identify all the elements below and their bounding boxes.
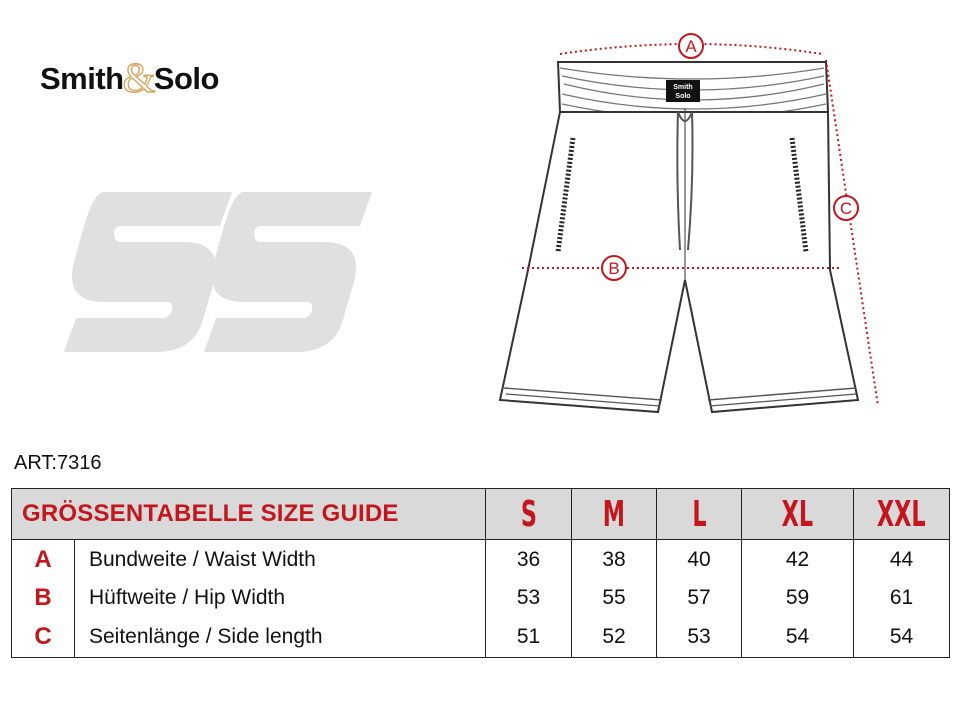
article-number: ART:7316 <box>14 452 102 474</box>
row-letter: C <box>12 618 75 658</box>
value-cell: 55 <box>572 579 657 618</box>
table-row <box>12 579 950 618</box>
row-label: Hüftweite / Hip Width <box>75 579 486 618</box>
brand-name-left: Smith <box>40 61 124 96</box>
marker-a: A <box>685 37 697 56</box>
brand-ampersand: & <box>122 56 155 102</box>
value-cell: 38 <box>572 540 657 580</box>
tag-text-line1: Smith <box>673 84 693 91</box>
value-cell: 44 <box>854 540 950 580</box>
row-letter: B <box>12 579 75 618</box>
size-label: L <box>691 493 707 535</box>
table-row <box>12 618 950 658</box>
size-label: S <box>520 493 537 535</box>
size-header-row <box>12 489 950 540</box>
value-cell: 51 <box>486 618 572 658</box>
value-cell: 36 <box>486 540 572 580</box>
size-col-xxl <box>854 489 950 540</box>
value-cell: 61 <box>854 579 950 618</box>
size-col-m <box>572 489 657 540</box>
marker-b: B <box>608 259 620 278</box>
row-letter: A <box>12 540 75 580</box>
shorts-technical-drawing <box>480 20 900 450</box>
value-cell: 59 <box>742 579 854 618</box>
marker-c: C <box>839 199 853 218</box>
value-cell: 40 <box>657 540 742 580</box>
size-guide-table <box>11 488 950 658</box>
size-label: M <box>602 493 626 535</box>
tag-text-line2: Solo <box>675 93 691 100</box>
ss-watermark-logo <box>64 192 374 352</box>
brand-logo <box>40 52 219 100</box>
size-guide-title: GRÖSSENTABELLE SIZE GUIDE <box>12 489 486 540</box>
value-cell: 57 <box>657 579 742 618</box>
size-col-s <box>486 489 572 540</box>
row-label: Seitenlänge / Side length <box>75 618 486 658</box>
brand-name-right: Solo <box>153 61 219 96</box>
value-cell: 54 <box>854 618 950 658</box>
size-col-xl <box>742 489 854 540</box>
size-label: XXL <box>877 493 926 535</box>
size-col-l <box>657 489 742 540</box>
value-cell: 42 <box>742 540 854 580</box>
row-label: Bundweite / Waist Width <box>75 540 486 580</box>
value-cell: 53 <box>486 579 572 618</box>
table-row <box>12 540 950 580</box>
value-cell: 54 <box>742 618 854 658</box>
value-cell: 52 <box>572 618 657 658</box>
value-cell: 53 <box>657 618 742 658</box>
size-label: XL <box>781 493 814 535</box>
